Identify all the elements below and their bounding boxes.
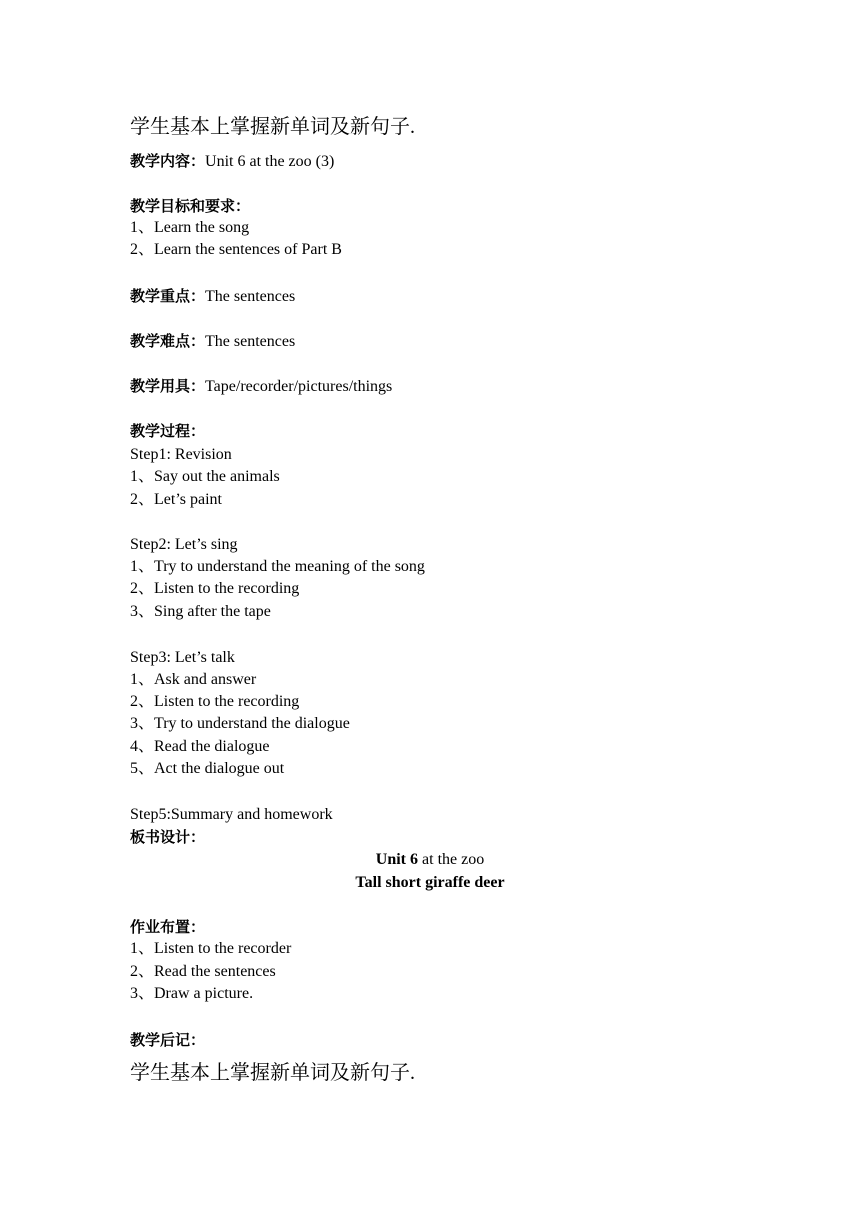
board-line-1 — [130, 849, 730, 871]
difficulty-line — [130, 330, 295, 353]
step-item: 3、Sing after the tape — [130, 603, 271, 620]
tools-value: Tape/recorder/pictures/things — [205, 378, 393, 395]
step-item: 1、Say out the animals — [130, 468, 280, 485]
content-value: Unit 6 at the zoo (3) — [205, 153, 335, 170]
step-item: 1、Ask and answer — [130, 671, 257, 688]
step-title: Step5:Summary and homework — [130, 806, 333, 823]
difficulty-value: The sentences — [205, 333, 296, 350]
homework-item: 2、Read the sentences — [130, 963, 276, 980]
goal-item: 2、Learn the sentences of Part B — [130, 241, 342, 258]
board-label: 板书设计： — [130, 828, 206, 846]
content-label: 教学内容： — [130, 152, 206, 170]
step-title: Step2: Let’s sing — [130, 536, 238, 553]
homework-item: 1、Listen to the recorder — [130, 940, 292, 957]
key-point-value: The sentences — [205, 288, 296, 305]
board-topic: at the zoo — [418, 851, 485, 868]
step-title: Step3: Let’s talk — [130, 649, 235, 666]
homework-item: 3、Draw a picture. — [130, 985, 254, 1002]
step-item: 4、Read the dialogue — [130, 738, 270, 755]
step-item: 2、Listen to the recording — [130, 580, 300, 597]
reflection-value: 学生基本上掌握新单词及新句子. — [130, 1062, 415, 1084]
tools-label: 教学用具： — [130, 377, 206, 395]
key-point-label: 教学重点： — [130, 287, 206, 305]
reflection-label: 教学后记： — [130, 1031, 206, 1049]
step-item: 2、Listen to the recording — [130, 693, 300, 710]
step-item: 1、Try to understand the meaning of the song — [130, 558, 425, 575]
top-note: 学生基本上掌握新单词及新句子. — [130, 116, 415, 138]
goal-item: 1、Learn the song — [130, 219, 250, 236]
difficulty-label: 教学难点： — [130, 332, 206, 350]
goals-label: 教学目标和要求： — [130, 197, 251, 215]
tools-line — [130, 375, 392, 398]
step-item: 2、Let’s paint — [130, 491, 222, 508]
board-line-2: Tall short giraffe deer — [355, 874, 505, 891]
key-point-line — [130, 285, 295, 308]
step-item: 3、Try to understand the dialogue — [130, 715, 350, 732]
process-label: 教学过程： — [130, 422, 206, 440]
board-unit: Unit 6 — [375, 851, 419, 868]
step-title: Step1: Revision — [130, 446, 232, 463]
step-item: 5、Act the dialogue out — [130, 760, 285, 777]
content-line — [130, 150, 334, 173]
homework-label: 作业布置： — [130, 918, 206, 936]
